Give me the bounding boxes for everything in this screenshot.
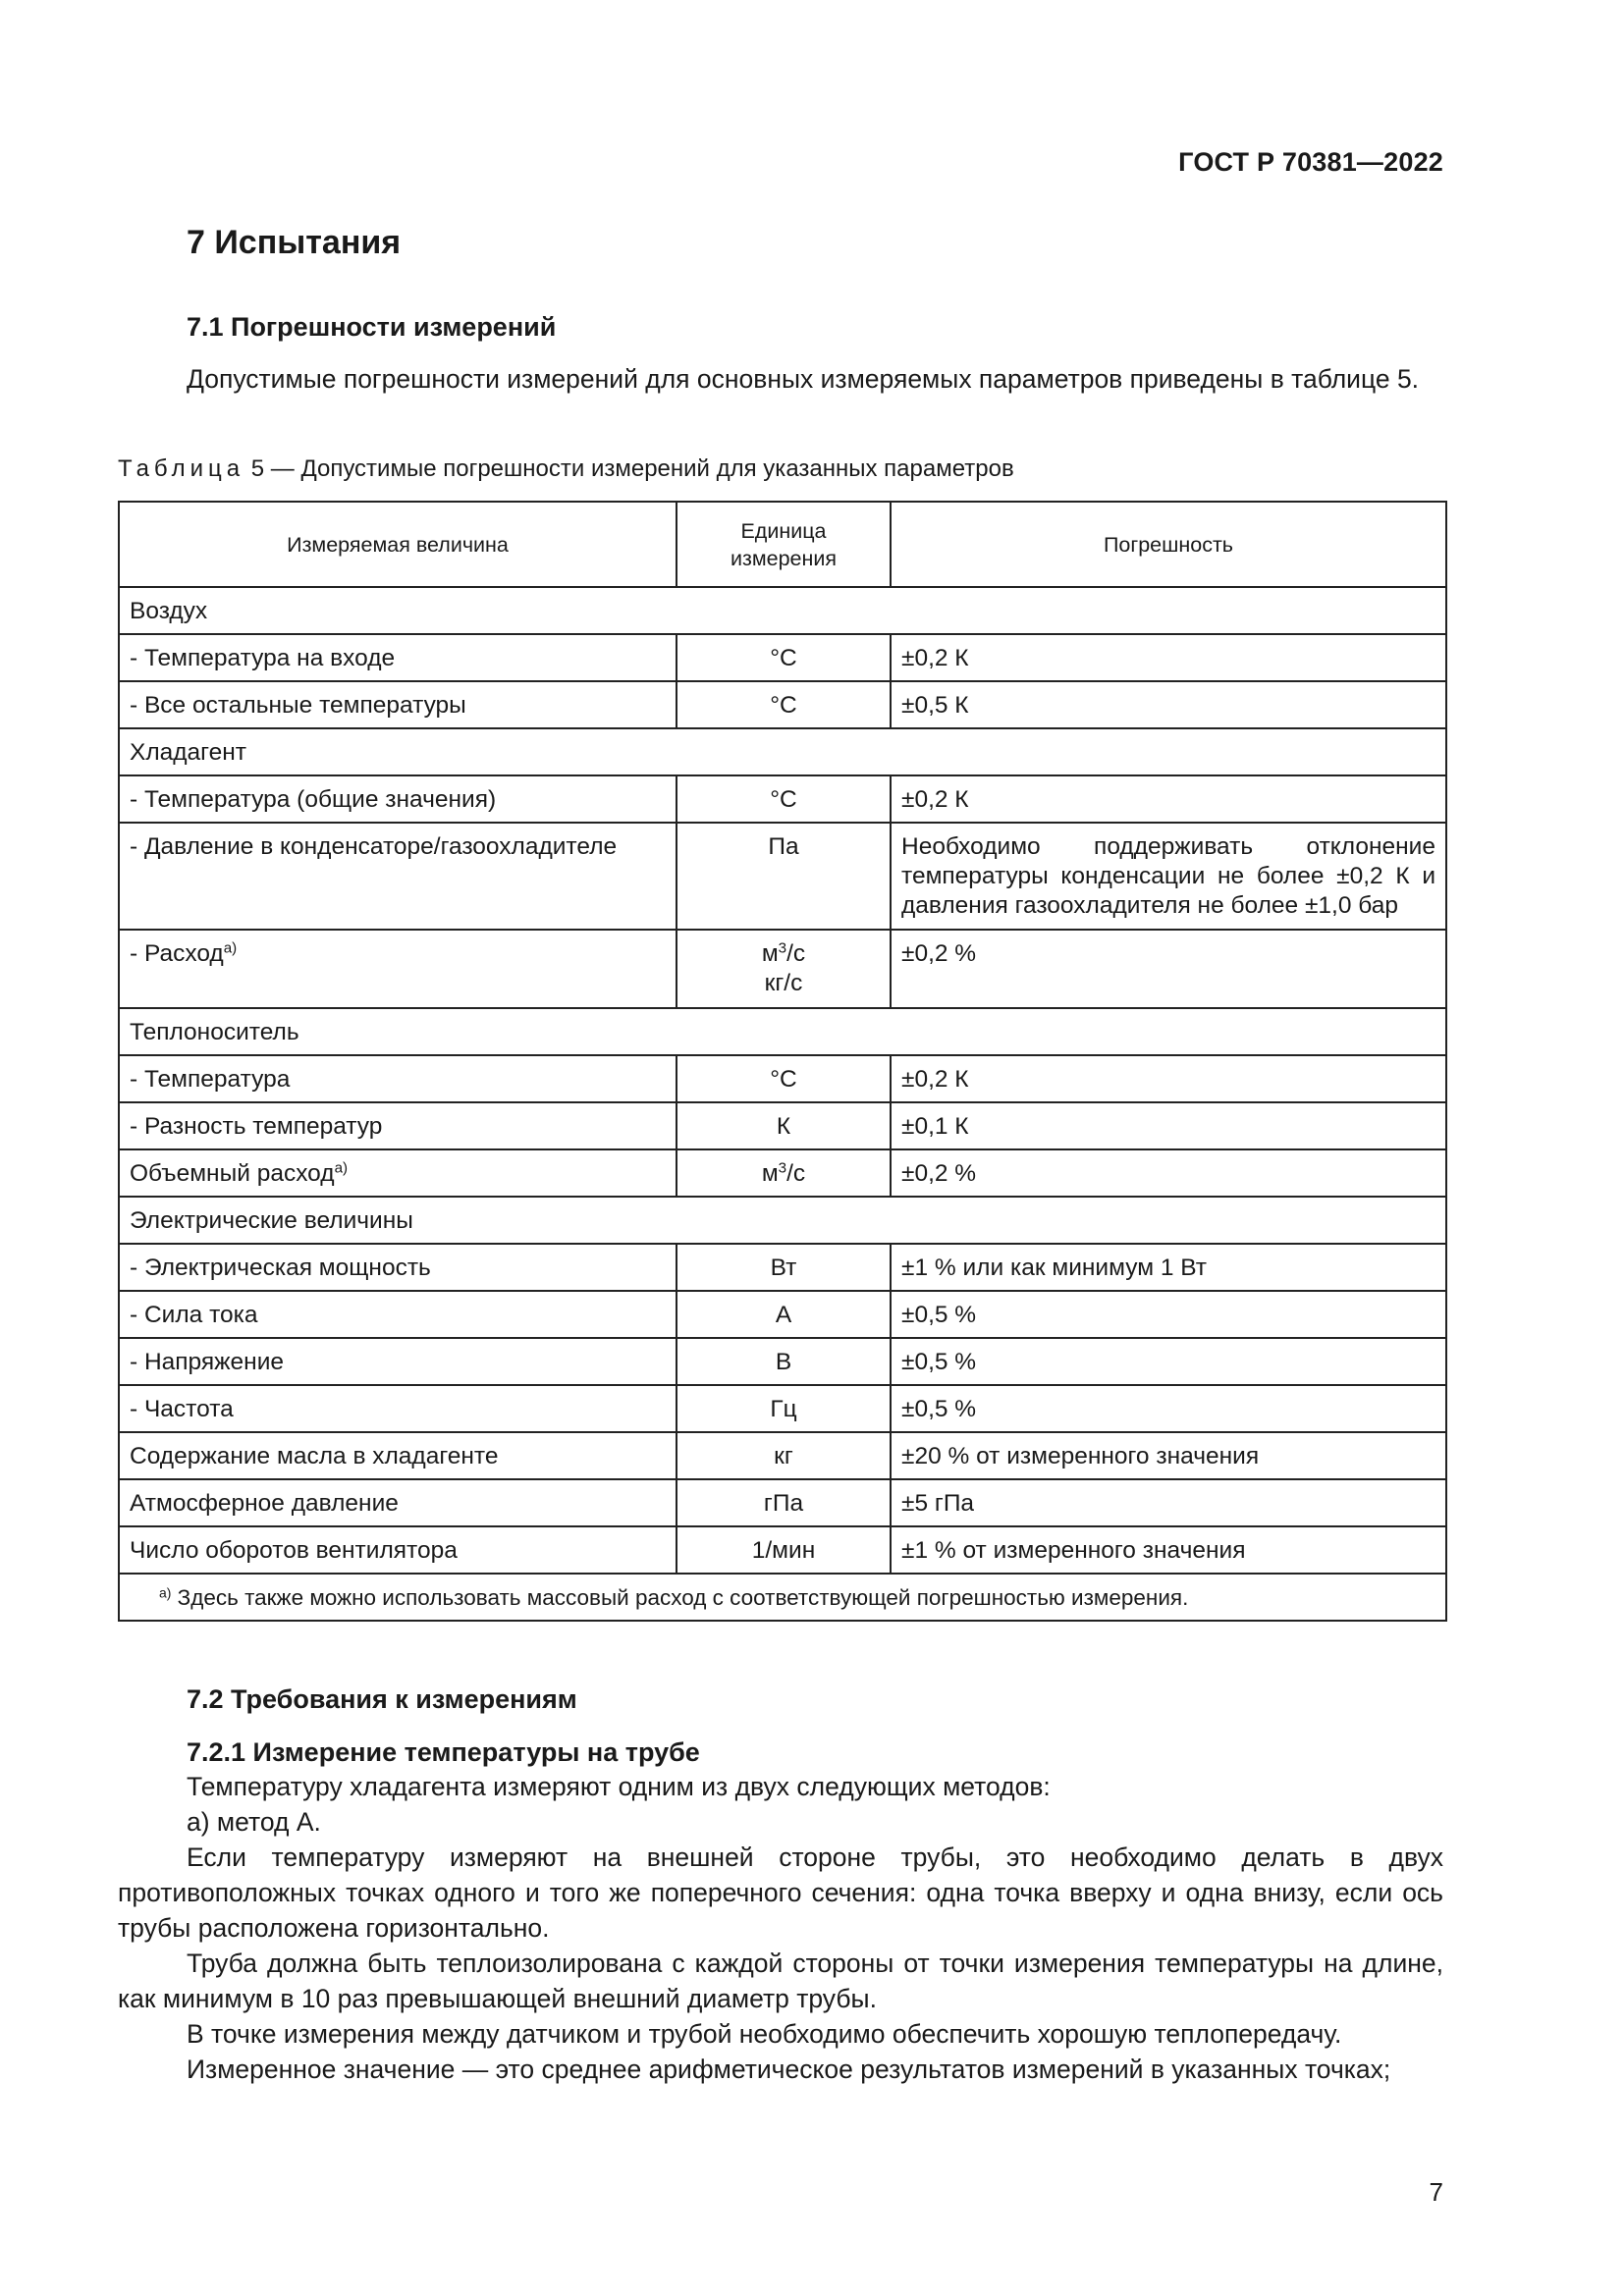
intro-paragraph: Допустимые погрешности измерений для основных измеряемых параметров приведены в таблице 5. xyxy=(187,364,1420,394)
row-name: - Температура xyxy=(119,1055,677,1102)
row-error: ±0,5 К xyxy=(891,681,1446,728)
row-name: - Давление в конденсаторе/газоохладителе xyxy=(119,823,677,930)
row-error: ±1 % от измеренного значения xyxy=(891,1526,1446,1574)
row-unit: °C xyxy=(677,681,891,728)
table-row xyxy=(119,775,1446,823)
row-unit: В xyxy=(677,1338,891,1385)
row-unit xyxy=(677,930,891,1008)
row-unit: А xyxy=(677,1291,891,1338)
table-footnote xyxy=(119,1574,1446,1621)
table-row xyxy=(119,681,1446,728)
row-error: ±0,2 % xyxy=(891,1149,1446,1197)
row-error: ±0,5 % xyxy=(891,1385,1446,1432)
row-error: ±0,2 К xyxy=(891,1055,1446,1102)
row-error: ±0,5 % xyxy=(891,1338,1446,1385)
row-unit: °C xyxy=(677,634,891,681)
footnote-mark: а) xyxy=(159,1584,172,1601)
row-name: - Напряжение xyxy=(119,1338,677,1385)
table-row xyxy=(119,634,1446,681)
row-error: ±20 % от измеренного значения xyxy=(891,1432,1446,1479)
table-row xyxy=(119,1291,1446,1338)
header-unit: Единица измерения xyxy=(677,502,891,587)
paragraph: Измеренное значение — это среднее арифметическое результатов измерений в указанных точках; xyxy=(187,2055,1391,2084)
row-unit: $м^3/с$ xyxy=(677,1149,891,1197)
document-code: ГОСТ Р 70381—2022 xyxy=(1178,147,1443,177)
row-error: ±0,2 % xyxy=(891,930,1446,1008)
row-name: - Сила тока xyxy=(119,1291,677,1338)
group-row xyxy=(119,728,1446,775)
group-air: Воздух xyxy=(119,587,1446,634)
header-quantity: Измеряемая величина xyxy=(119,502,677,587)
table-row xyxy=(119,1102,1446,1149)
header-error: Погрешность xyxy=(891,502,1446,587)
row-unit: кг xyxy=(677,1432,891,1479)
footnote-row xyxy=(119,1574,1446,1621)
row-unit: Гц xyxy=(677,1385,891,1432)
group-row xyxy=(119,587,1446,634)
accuracy-table xyxy=(118,501,1447,1622)
table-row xyxy=(119,930,1446,1008)
group-coolant: Теплоноситель xyxy=(119,1008,1446,1055)
paragraph: Если температуру измеряют на внешней стороне трубы, это необходимо делать в двух противоположных точках одного и того же поперечного сечения: одна точка вверху и одна внизу, если ось трубы расположена горизонтально. xyxy=(118,1842,1443,1943)
row-name: Число оборотов вентилятора xyxy=(119,1526,677,1574)
table-row xyxy=(119,1479,1446,1526)
table-row xyxy=(119,823,1446,930)
row-unit: °C xyxy=(677,775,891,823)
table-row xyxy=(119,1385,1446,1432)
paragraph: а) метод А. xyxy=(187,1807,321,1837)
paragraph: Труба должна быть теплоизолирована с каждой стороны от точки измерения температуры на длине, как минимум в 10 раз превышающей внешний диаметр трубы. xyxy=(118,1949,1443,2013)
subsection-7-2-title: 7.2 Требования к измерениям xyxy=(187,1684,577,1714)
row-name: - Все остальные температуры xyxy=(119,681,677,728)
paragraph: Температуру хладагента измеряют одним из двух следующих методов: xyxy=(187,1772,1051,1801)
table-row xyxy=(119,1149,1446,1197)
table-row xyxy=(119,1338,1446,1385)
subsection-title: 7.1 Погрешности измерений xyxy=(187,312,557,342)
table-row xyxy=(119,1526,1446,1574)
row-name: - Разность температур xyxy=(119,1102,677,1149)
row-error: ±5 гПа xyxy=(891,1479,1446,1526)
row-unit: гПа xyxy=(677,1479,891,1526)
row-error: Необходимо поддерживать отклонение температуры конденсации не более ±0,2 К и давления газоохладителя не более ±1,0 бар xyxy=(891,823,1446,930)
row-name: Содержание масла в хладагенте xyxy=(119,1432,677,1479)
body-text xyxy=(118,1769,1443,2087)
row-unit: 1/мин xyxy=(677,1526,891,1574)
row-unit: °C xyxy=(677,1055,891,1102)
table-row xyxy=(119,1432,1446,1479)
row-name: - Частота xyxy=(119,1385,677,1432)
row-name: - Температура (общие значения) xyxy=(119,775,677,823)
group-row xyxy=(119,1008,1446,1055)
row-name: - Электрическая мощность xyxy=(119,1244,677,1291)
footnote-ref: а) xyxy=(334,1159,349,1177)
row-error: ±0,1 К xyxy=(891,1102,1446,1149)
row-error: ±0,2 К xyxy=(891,634,1446,681)
row-name: - Температура на входе xyxy=(119,634,677,681)
table-row xyxy=(119,1244,1446,1291)
group-row xyxy=(119,1197,1446,1244)
group-refrigerant: Хладагент xyxy=(119,728,1446,775)
footnote-text: Здесь также можно использовать массовый расход с соответствующей погрешностью измерения. xyxy=(171,1585,1189,1610)
subsection-7-2-1-title: 7.2.1 Измерение температуры на трубе xyxy=(187,1737,700,1767)
table-caption xyxy=(118,455,1014,483)
row-name: Атмосферное давление xyxy=(119,1479,677,1526)
unit-line: $м^3/с$ xyxy=(761,939,806,967)
footnote-ref: а) xyxy=(223,939,238,957)
section-title: 7 Испытания xyxy=(187,224,402,261)
row-unit: К xyxy=(677,1102,891,1149)
row-name xyxy=(119,930,677,1008)
row-error: ±0,5 % xyxy=(891,1291,1446,1338)
unit-line: кг/с xyxy=(764,970,803,996)
row-error: ±1 % или как минимум 1 Вт xyxy=(891,1244,1446,1291)
page-number: 7 xyxy=(1429,2177,1443,2207)
table-caption-label: Таблица xyxy=(118,455,245,482)
table-caption-text: 5 — Допустимые погрешности измерений для указанных параметров xyxy=(244,455,1014,482)
paragraph: В точке измерения между датчиком и трубой необходимо обеспечить хорошую теплопередачу. xyxy=(187,2019,1342,2049)
row-unit: Вт xyxy=(677,1244,891,1291)
row-name-text: - Расход xyxy=(130,940,224,967)
row-error: ±0,2 К xyxy=(891,775,1446,823)
table-header-row xyxy=(119,502,1446,587)
row-name: Объемный расход$^{а)}$ xyxy=(119,1149,677,1197)
group-electrical: Электрические величины xyxy=(119,1197,1446,1244)
row-unit: Па xyxy=(677,823,891,930)
table-row xyxy=(119,1055,1446,1102)
